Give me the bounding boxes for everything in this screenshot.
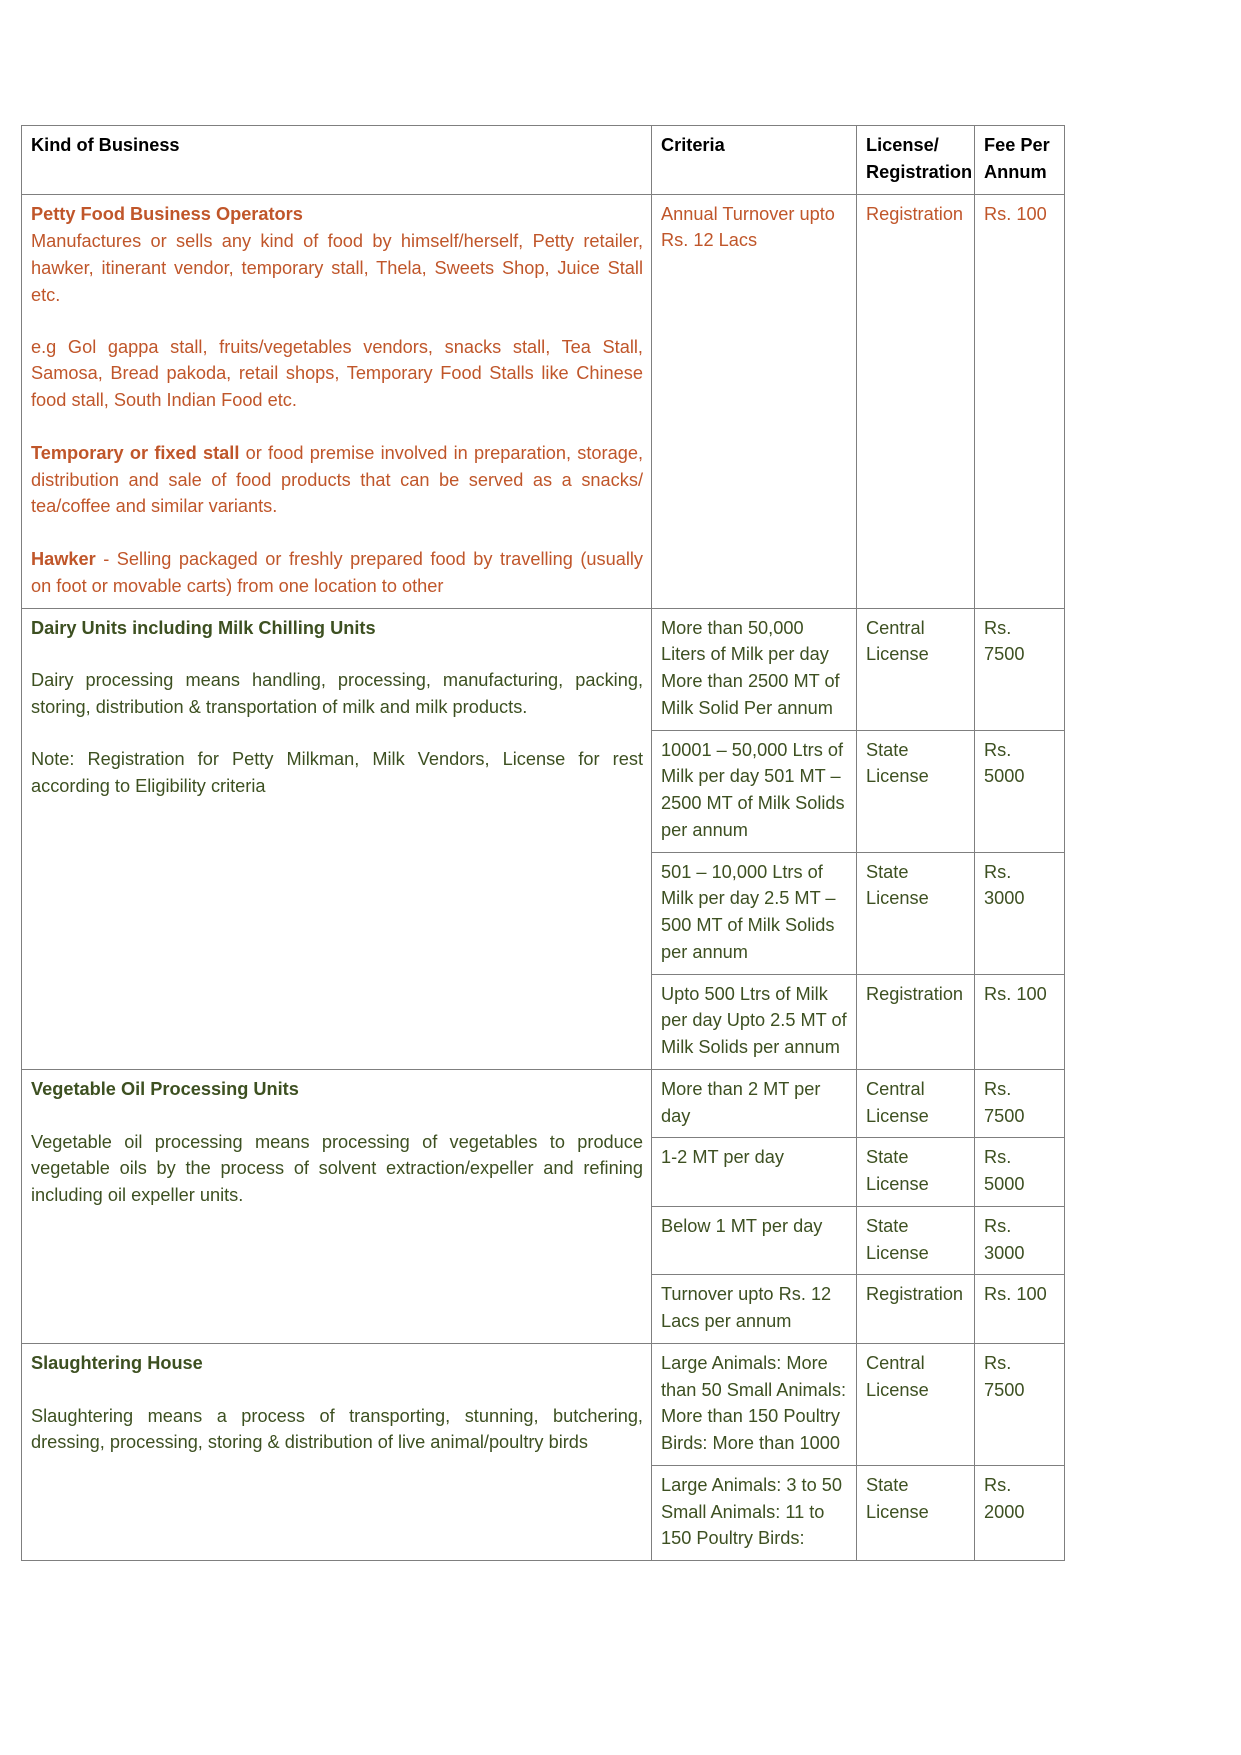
fee-cell: Rs. 100: [975, 1275, 1065, 1344]
table-header: [22, 126, 1065, 195]
fee-cell: Rs. 5000: [975, 1138, 1065, 1207]
fee-cell: Rs. 7500: [975, 1343, 1065, 1465]
business-title: Petty Food Business Operators: [31, 203, 303, 224]
table-row: [22, 194, 1065, 608]
business-paragraph: Slaughtering means a process of transporting, stunning, butchering, dressing, processing, storing & distribution of live animal/poultry birds: [31, 1405, 643, 1453]
column-header-kind-of-business: Kind of Business: [22, 126, 652, 195]
business-paragraph: e.g Gol gappa stall, fruits/vegetables vendors, snacks stall, Tea Stall, Samosa, Bread pakoda, retail shops, Temporary Food Stalls like Chinese food stall, South Indian Food etc.: [31, 336, 643, 410]
business-title: Dairy Units including Milk Chilling Units: [31, 617, 376, 638]
license-cell: Registration: [857, 194, 975, 608]
fee-cell: Rs. 7500: [975, 608, 1065, 730]
business-cell-petty-food-business-operators: [22, 194, 652, 608]
table-row: [22, 608, 1065, 730]
license-cell: Registration: [857, 1275, 975, 1344]
business-cell-slaughtering-house: [22, 1343, 652, 1560]
license-cell: State License: [857, 1206, 975, 1275]
table-body: [22, 194, 1065, 1561]
paragraph-spacer: [31, 721, 643, 746]
business-section: [31, 440, 643, 520]
business-section-text: or food premise involved in preparation, storage, distribution and sale of food products that can be served as a snacks/ tea/coffee and similar variants.: [31, 442, 644, 517]
fee-cell: Rs. 5000: [975, 730, 1065, 852]
column-header-license-registration: [857, 126, 975, 195]
business-cell-dairy-units-including-milk-chilling-units: [22, 608, 652, 1069]
column-header-license-line2: Registration: [866, 161, 973, 182]
license-cell: Registration: [857, 974, 975, 1069]
column-header-fee-line1: Fee Per: [984, 135, 1050, 155]
section-spacer: [31, 520, 643, 546]
business-section-lead: Temporary or fixed stall: [31, 442, 240, 463]
business-title: Slaughtering House: [31, 1352, 203, 1373]
business-section-text: - Selling packaged or freshly prepared food by travelling (usually on foot or movable carts) from one location to other: [31, 549, 643, 596]
license-cell: Central License: [857, 1343, 975, 1465]
table-row: [22, 1069, 1065, 1138]
license-cell: State License: [857, 1465, 975, 1560]
criteria-cell: Large Animals: 3 to 50 Small Animals: 11 to 150 Poultry Birds:: [652, 1465, 857, 1560]
criteria-cell: 10001 – 50,000 Ltrs of Milk per day 501 MT – 2500 MT of Milk Solids per annum: [652, 730, 857, 852]
paragraph-spacer: [31, 642, 643, 667]
column-header-fee-line2: Annum: [984, 161, 1047, 182]
business-paragraph: Note: Registration for Petty Milkman, Milk Vendors, License for rest according to Eligibility criteria: [31, 748, 643, 796]
business-cell-vegetable-oil-processing-units: [22, 1069, 652, 1343]
business-paragraph: Manufactures or sells any kind of food by himself/herself, Petty retailer, hawker, itinerant vendor, temporary stall, Thela, Sweets Shop, Juice Stall etc.: [31, 231, 643, 305]
criteria-cell: Upto 500 Ltrs of Milk per day Upto 2.5 MT of Milk Solids per annum: [652, 974, 857, 1069]
column-header-criteria: Criteria: [652, 126, 857, 195]
license-cell: Central License: [857, 1069, 975, 1138]
criteria-cell: Turnover upto Rs. 12 Lacs per annum: [652, 1275, 857, 1344]
column-header-license-line1: License/: [866, 135, 939, 155]
paragraph-spacer: [31, 309, 643, 334]
table-header-row: [22, 126, 1065, 195]
table-row: [22, 1343, 1065, 1465]
criteria-cell: Below 1 MT per day: [652, 1206, 857, 1275]
business-paragraph: Vegetable oil processing means processing of vegetables to produce vegetable oils by the process of solvent extraction/expeller and refining including oil expeller units.: [31, 1131, 643, 1205]
business-section-lead: Hawker: [31, 549, 96, 569]
criteria-cell: 1-2 MT per day: [652, 1138, 857, 1207]
paragraph-spacer: [31, 1378, 643, 1403]
license-cell: State License: [857, 852, 975, 974]
business-title: Vegetable Oil Processing Units: [31, 1078, 299, 1099]
section-spacer: [31, 414, 643, 440]
fee-cell: Rs. 3000: [975, 1206, 1065, 1275]
criteria-cell: 501 – 10,000 Ltrs of Milk per day 2.5 MT – 500 MT of Milk Solids per annum: [652, 852, 857, 974]
fee-cell: Rs. 100: [975, 974, 1065, 1069]
fee-cell: Rs. 2000: [975, 1465, 1065, 1560]
criteria-cell: Annual Turnover upto Rs. 12 Lacs: [652, 194, 857, 608]
fee-cell: Rs. 7500: [975, 1069, 1065, 1138]
license-cell: Central License: [857, 608, 975, 730]
license-cell: State License: [857, 1138, 975, 1207]
criteria-cell: More than 2 MT per day: [652, 1069, 857, 1138]
license-cell: State License: [857, 730, 975, 852]
fee-cell: Rs. 3000: [975, 852, 1065, 974]
criteria-cell: More than 50,000 Liters of Milk per day More than 2500 MT of Milk Solid Per annum: [652, 608, 857, 730]
paragraph-spacer: [31, 1104, 643, 1129]
fee-cell: Rs. 100: [975, 194, 1065, 608]
license-fee-table: [21, 125, 1065, 1561]
business-paragraph: Dairy processing means handling, processing, manufacturing, packing, storing, distribution & transportation of milk and milk products.: [31, 670, 643, 717]
criteria-cell: Large Animals: More than 50 Small Animals: More than 150 Poultry Birds: More than 1000: [652, 1343, 857, 1465]
business-section: [31, 546, 643, 600]
column-header-fee-per-annum: [975, 126, 1065, 195]
